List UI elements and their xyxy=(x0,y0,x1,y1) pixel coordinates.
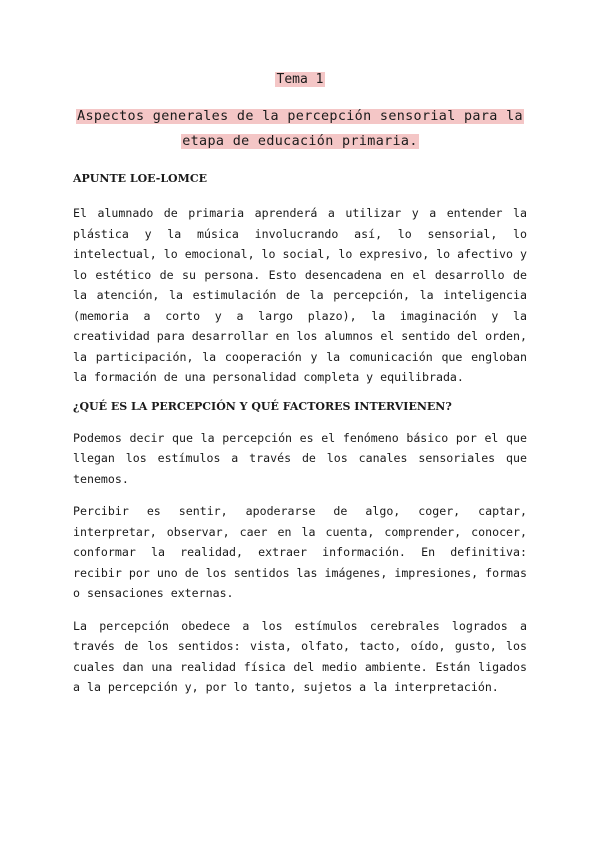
paragraph-percibir: Percibir es sentir, apoderarse de algo, coger, captar, interpretar, observar, caer en la cuenta, comprender, conocer, conformar la realidad, extraer información. En definitiva: recibir por uno de los sentidos las imágenes, impresiones, formas o sensaciones externas. xyxy=(73,504,527,600)
topic-label-row xyxy=(73,70,527,90)
document-title-row xyxy=(73,104,527,154)
paragraph-alumnado: El alumnado de primaria aprenderá a utilizar y a entender la plástica y la música involucrando así, lo sensorial, lo intelectual, lo emocional, lo social, lo expresivo, lo afectivo y lo estético de su persona. Esto desencadena en el desarrollo de la atención, la estimulación de la percepción, la inteligencia (memoria a corto y a largo plazo), la imaginación y la creatividad para desarrollar en los alumnos el sentido del orden, la participación, la cooperación y la comunicación que engloban la formación de una personalidad completa y equilibrada. xyxy=(73,206,527,384)
document-title: Aspectos generales de la percepción sensorial para la etapa de educación primaria. xyxy=(77,109,523,149)
topic-label: Tema 1 xyxy=(276,72,324,87)
paragraph-definicion: Podemos decir que la percepción es el fenómeno básico por el que llegan los estímulos a través de los canales sensoriales que tenemos. xyxy=(73,430,527,486)
section-heading-percepcion: ¿QUÉ ES LA PERCEPCIÓN Y QUÉ FACTORES INTERVIENEN? xyxy=(73,399,452,413)
document-page xyxy=(73,70,527,710)
section-heading-apunte: APUNTE LOE-LOMCE xyxy=(73,172,207,185)
paragraph-estimulos: La percepción obedece a los estímulos cerebrales logrados a través de los sentidos: vista, olfato, tacto, oído, gusto, los cuales dan una realidad física del medio ambiente. Están ligados a la percepción y, por lo tanto, sujetos a la interpretación. xyxy=(73,618,527,694)
